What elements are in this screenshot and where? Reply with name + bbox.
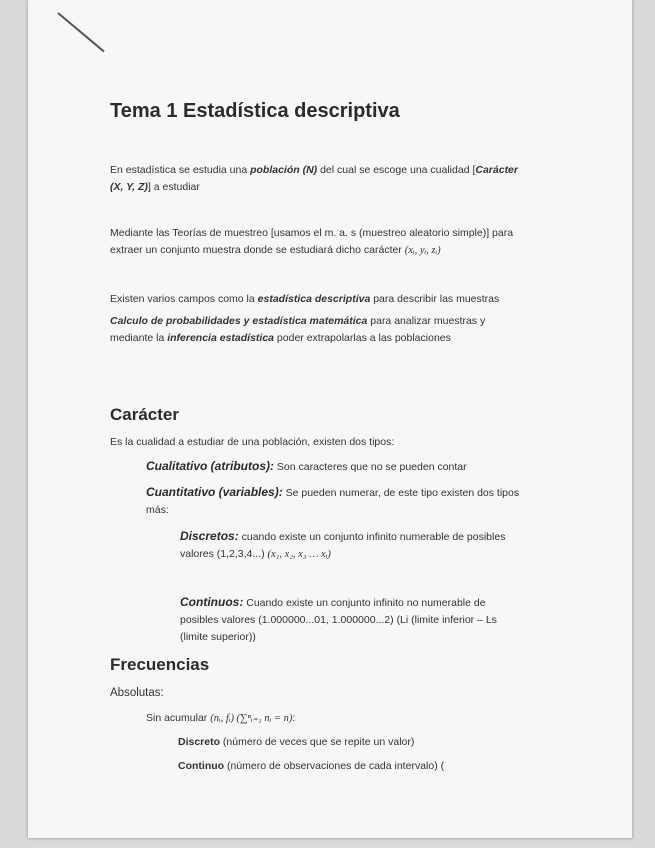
cualitativo-item: Cualitativo (atributos): Son caracteres que no se pueden contar <box>146 459 467 473</box>
continuo-frecuencia-item: Continuo (número de observaciones de cada intervalo) ( <box>178 760 445 772</box>
discretos-item: Discretos: cuando existe un conjunto infinito numerable de posibles valores (1,2,3,4...) (x₁, x₂, x₃ … xᵢ) <box>180 529 506 560</box>
intro-paragraph-3: Existen varios campos como la estadística descriptiva para describir las muestras <box>110 293 500 305</box>
caracter-intro: Es la cualidad a estudiar de una población, existen dos tipos: <box>110 436 395 448</box>
section-heading-caracter: Carácter <box>110 405 179 424</box>
document-page <box>28 0 632 838</box>
page-title: Tema 1 Estadística descriptiva <box>110 100 400 122</box>
absolutas-label: Absolutas: <box>110 687 164 699</box>
intro-paragraph-1: En estadística se estudia una población (N) del cual se escoge una cualidad [Carácter (X, Y, Z)] a estudiar <box>110 164 518 193</box>
continuos-item: Continuos: Cuando existe un conjunto infinito no numerable de posibles valores (1.000000...01, 1.000000...2) (Li (limite inferior – Ls (limite superior)) <box>180 595 497 643</box>
cuantitativo-item: Cuantitativo (variables): Se pueden numerar, de este tipo existen dos tipos más: <box>146 485 520 516</box>
intro-paragraph-4: Calculo de probabilidades y estadística matemática para analizar muestras y mediante la inferencia estadística poder extrapolarlas a las poblaciones <box>110 315 486 344</box>
intro-paragraph-2: Mediante las Teorías de muestreo [usamos el m. a. s (muestreo aleatorio simple)] para extraer un conjunto muestra donde se estudiará dicho carácter (xᵢ, yᵢ, zᵢ) <box>110 227 514 256</box>
discreto-frecuencia-item: Discreto (número de veces que se repite un valor) <box>178 736 415 748</box>
section-heading-frecuencias: Frecuencias <box>110 655 210 674</box>
sin-acumular-item: Sin acumular (nᵢ, fᵢ) (∑ⁿᵢ₌₁ nᵢ = n): <box>146 712 296 724</box>
paper-fold-mark <box>57 12 104 52</box>
